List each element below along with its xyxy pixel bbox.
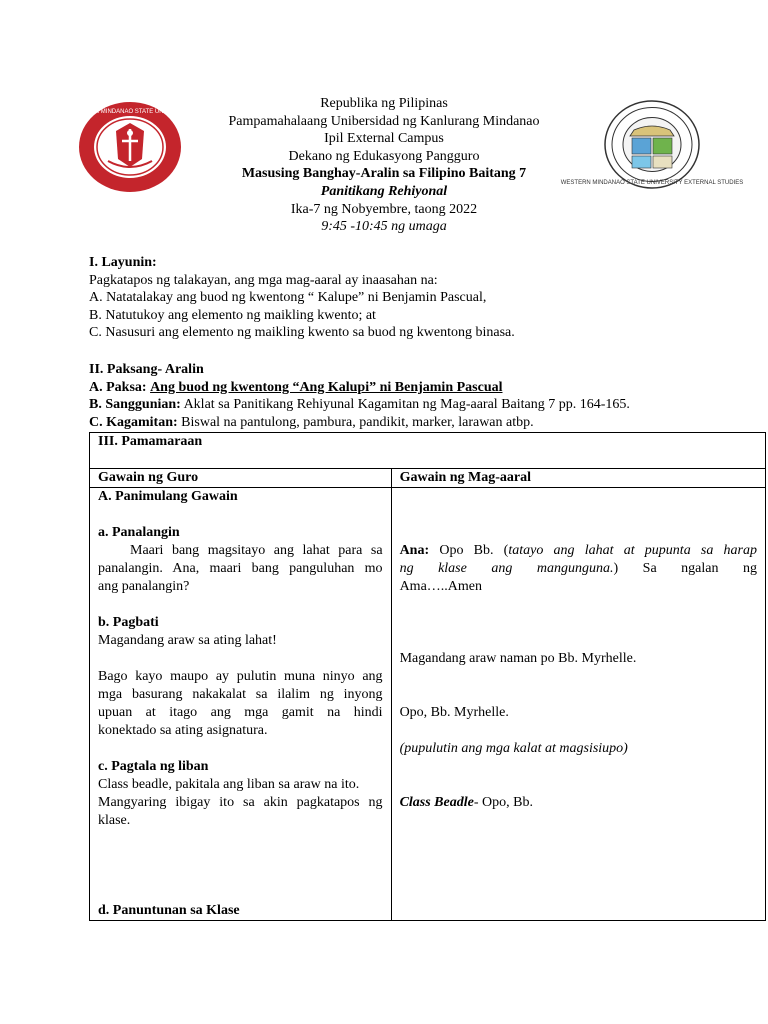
paksa-row xyxy=(89,379,689,397)
sanggunian-label: B. Sanggunian: xyxy=(89,397,181,412)
paksa-label: A. Paksa: xyxy=(89,379,147,395)
paksang-heading: II. Paksang- Aralin xyxy=(89,362,204,377)
layunin-section xyxy=(89,254,689,342)
external-studies-seal-right xyxy=(560,100,744,189)
paksang-aralin-section xyxy=(89,361,689,431)
kagamitan-row xyxy=(89,414,689,432)
svg-text:WESTERN MINDANAO STATE UNIVERS: WESTERN MINDANAO STATE UNIVERSITY EXTERNAL STUDIES xyxy=(560,180,744,186)
layunin-item: A. Natatalakay ang buod ng kwentong “ Kalupe” ni Benjamin Pascual, xyxy=(89,290,487,305)
table-row xyxy=(90,433,766,469)
ana-action: tatayo ang lahat at pupunta sa harap xyxy=(508,543,757,558)
document-date: Ika-7 ng Nobyembre, taong 2022 xyxy=(290,201,478,217)
panimulang-heading: A. Panimulang Gawain xyxy=(98,489,238,504)
column-header-guro xyxy=(90,469,392,488)
ana-line: Ama…..Amen xyxy=(399,579,482,594)
column-header-guro-label: Gawain ng Guro xyxy=(98,470,199,485)
pagbati-response: Magandang araw naman po Bb. Myrhelle. xyxy=(399,651,637,666)
bago-line: upuan at itago ang mga gamit na hindi xyxy=(98,705,383,720)
sanggunian-row xyxy=(89,396,689,414)
column-header-magaaral-label: Gawain ng Mag-aaral xyxy=(399,470,532,485)
beadle-label: Class Beadle xyxy=(399,795,474,810)
column-header-magaaral xyxy=(391,469,765,488)
table-row xyxy=(90,488,766,921)
header-university: Pampamahalaang Unibersidad ng Kanlurang Mindanao xyxy=(228,113,540,129)
sanggunian-value: Aklat sa Panitikang Rehiyunal Kagamitan ng Mag-aaral Baitang 7 pp. 164-165. xyxy=(183,397,630,412)
panalangin-heading: a. Panalangin xyxy=(98,525,180,540)
document-title: Masusing Banghay-Aralin sa Filipino Baitang 7 xyxy=(241,166,527,182)
pagbati-line: Magandang araw sa ating lahat! xyxy=(98,633,277,648)
panalangin-line: ang panalangin? xyxy=(98,579,190,594)
table-header-row xyxy=(90,469,766,488)
ana-line xyxy=(400,542,757,560)
ana-text: ) Sa ngalan ng xyxy=(613,561,757,576)
layunin-item: B. Natutukoy ang elemento ng maikling kwento; at xyxy=(89,307,376,323)
panuntunan-heading: d. Panuntunan sa Klase xyxy=(98,903,240,918)
bago-line: konektado sa ating asignatura. xyxy=(98,723,268,738)
guro-content xyxy=(90,488,391,920)
kagamitan-value: Biswal na pantulong, pambura, pandikit, marker, larawan atbp. xyxy=(181,414,534,430)
ana-line xyxy=(400,560,757,578)
pagtala-line: Class beadle, pakitala ang liban sa araw na ito. xyxy=(98,777,360,792)
panalangin-line: panalangin. Ana, maari bang panguluhan mo xyxy=(98,561,383,576)
beadle-text: - Opo, Bb. xyxy=(473,795,533,810)
pagbati-heading: b. Pagbati xyxy=(98,615,159,630)
ana-action: ng klase ang mangunguna. xyxy=(399,561,614,576)
header-dean: Dekano ng Edukasyong Pangguro xyxy=(288,148,480,164)
ana-text: Opo Bb. ( xyxy=(439,543,509,558)
svg-text:WESTERN MINDANAO STATE UNIVERS: WESTERN MINDANAO STATE UNIVERSITY xyxy=(69,109,191,115)
beadle-response xyxy=(400,794,757,812)
magaaral-cell xyxy=(391,488,765,921)
panalangin-line: Maari bang magsitayo ang lahat para sa xyxy=(130,543,383,558)
pamamaraan-heading: III. Pamamaraan xyxy=(98,434,203,449)
university-seal-left xyxy=(69,101,191,193)
layunin-heading: I. Layunin: xyxy=(89,255,157,270)
document-header xyxy=(190,95,578,236)
pamamaraan-table xyxy=(89,432,766,921)
guro-cell xyxy=(90,488,392,921)
magaaral-content xyxy=(392,488,765,812)
kagamitan-label: C. Kagamitan: xyxy=(89,414,178,430)
header-republic: Republika ng Pilipinas xyxy=(320,96,448,111)
layunin-item: C. Nasusuri ang elemento ng maikling kwento sa buod ng kwentong binasa. xyxy=(89,325,515,340)
pupulutin-response: (pupulutin ang mga kalat at magsisiupo) xyxy=(399,741,628,756)
pamamaraan-cell xyxy=(90,433,766,469)
layunin-intro: Pagkatapos ng talakayan, ang mga mag-aaral ay inaasahan na: xyxy=(89,272,438,288)
ana-label: Ana: xyxy=(399,543,430,558)
pagtala-line: Mangyaring ibigay ito sa akin pagkatapos ng xyxy=(98,795,383,810)
paksa-value: Ang buod ng kwentong “Ang Kalupi” ni Benjamin Pascual xyxy=(150,379,503,395)
bago-line: mga basurang nakakalat sa ilalim ng inyong xyxy=(98,687,383,702)
pagtala-heading: c. Pagtala ng liban xyxy=(98,759,209,774)
document-time: 9:45 -10:45 ng umaga xyxy=(321,219,447,235)
opo-response: Opo, Bb. Myrhelle. xyxy=(399,705,509,720)
document-subtitle: Panitikang Rehiyonal xyxy=(320,183,448,199)
header-campus: Ipil External Campus xyxy=(324,131,444,147)
bago-line: Bago kayo maupo ay pulutin muna ninyo ang xyxy=(98,669,383,684)
pagtala-line: klase. xyxy=(98,813,131,828)
